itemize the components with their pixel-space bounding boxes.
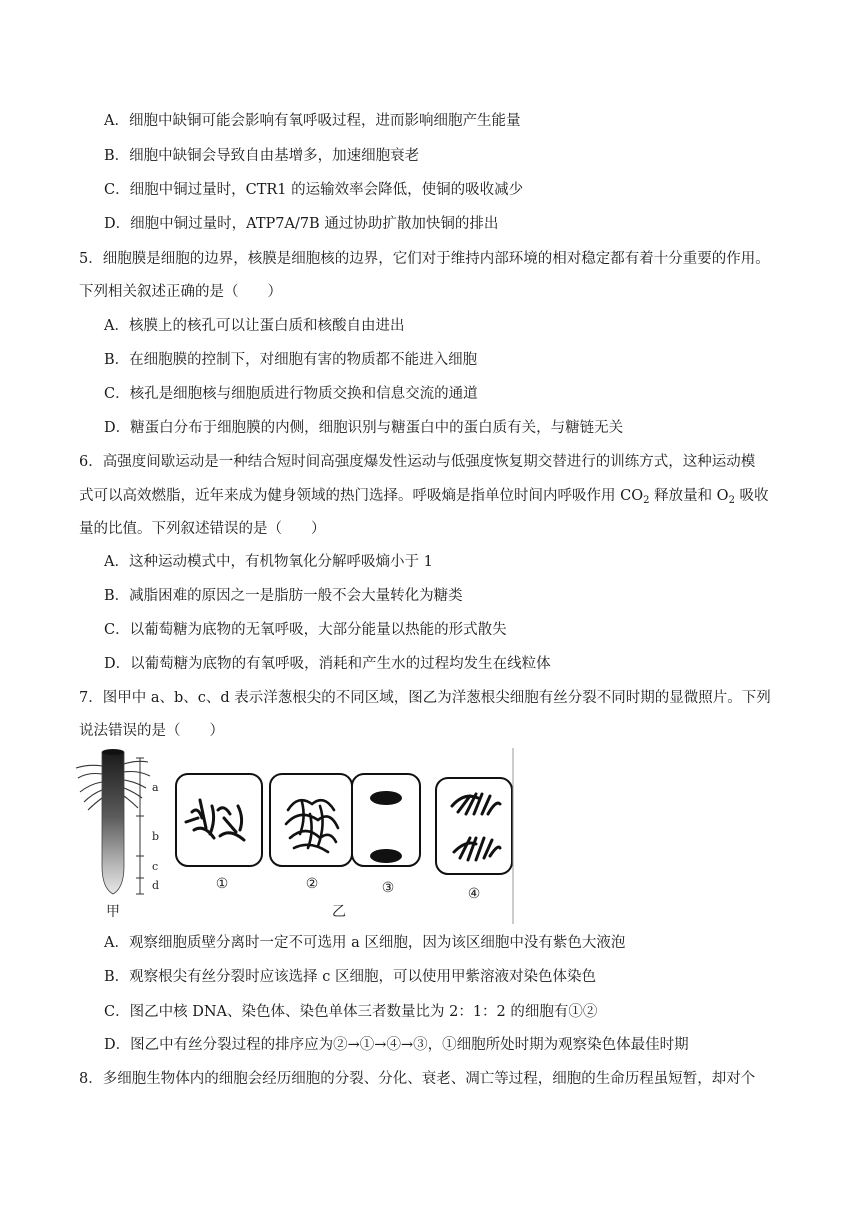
q7-option-a: A．观察细胞质壁分离时一定不可选用 a 区细胞，因为该区细胞中没有紫色大液泡	[104, 935, 626, 951]
root-tip-mitosis-figure	[74, 748, 514, 924]
q6-stem-line3: 量的比值。下列叙述错误的是（ ）	[79, 521, 326, 537]
zone-a-label: a	[152, 781, 159, 794]
zone-scale	[136, 758, 144, 894]
q6-option-b: B．减脂困难的原因之一是脂肪一般不会大量转化为糖类	[104, 588, 463, 604]
q7-option-b: B．观察根尖有丝分裂时应该选择 c 区细胞，可以使用甲紫溶液对染色体染色	[104, 969, 596, 985]
cell-1-label: ①	[215, 876, 229, 892]
figure-label-yi: 乙	[332, 904, 346, 920]
q5-stem-line1: 5．细胞膜是细胞的边界，核膜是细胞核的边界，它们对于维持内部环境的相对稳定都有着十分重要的作用。	[79, 251, 770, 267]
figure-drawing	[74, 748, 514, 924]
q4-option-a: A．细胞中缺铜可能会影响有氧呼吸过程，进而影响细胞产生能量	[104, 113, 521, 129]
root-top	[102, 749, 124, 755]
zone-c-label: c	[152, 860, 159, 873]
q6-option-d: D．以葡萄糖为底物的有氧呼吸，消耗和产生水的过程均发生在线粒体	[104, 656, 551, 672]
q5-option-b: B．在细胞膜的控制下，对细胞有害的物质都不能进入细胞	[104, 352, 478, 368]
q4-option-d: D．细胞中铜过量时，ATP7A/7B 通过协助扩散加快铜的排出	[104, 216, 499, 232]
zone-b-label: b	[152, 830, 160, 843]
figure-label-jia: 甲	[106, 904, 120, 920]
q4-option-c: C．细胞中铜过量时，CTR1 的运输效率会降低，使铜的吸收减少	[104, 182, 524, 198]
zone-d-label: d	[152, 879, 160, 892]
q6-stem-line1: 6．高强度间歇运动是一种结合短时间高强度爆发性运动与低强度恢复期交替进行的训练方式，这种运动模	[79, 454, 756, 470]
cell-2-label: ②	[305, 876, 319, 892]
cell-3-bottom-cluster	[370, 849, 402, 863]
cell-3-top-cluster	[370, 791, 402, 805]
q5-option-d: D．糖蛋白分布于细胞膜的内侧，细胞识别与糖蛋白中的蛋白质有关，与糖链无关	[104, 420, 624, 436]
q8-stem-line1: 8．多细胞生物体内的细胞会经历细胞的分裂、分化、衰老、凋亡等过程，细胞的生命历程虽短暂，却对个	[79, 1071, 756, 1087]
q4-option-b: B．细胞中缺铜会导致自由基增多，加速细胞衰老	[104, 148, 420, 164]
cell-4-label: ④	[467, 886, 481, 902]
cell-4-frame	[436, 778, 512, 874]
q5-option-a: A．核膜上的核孔可以让蛋白质和核酸自由进出	[104, 318, 405, 334]
q6-option-c: C．以葡萄糖为底物的无氧呼吸，大部分能量以热能的形式散失	[104, 622, 507, 638]
q6-option-a: A．这种运动模式中，有机物氧化分解呼吸熵小于 1	[104, 554, 433, 570]
root-tip	[102, 752, 124, 894]
q6-stem-line2: 式可以高效燃脂，近年来成为健身领域的热门选择。呼吸熵是指单位时间内呼吸作用 $CO_2$ 释放量和 $O_2$ 吸收	[79, 488, 769, 506]
q7-stem-line1: 7．图甲中 a、b、c、d 表示洋葱根尖的不同区域，图乙为洋葱根尖细胞有丝分裂不同时期的显微照片。下列	[79, 690, 771, 706]
q7-stem-line2: 说法错误的是（ ）	[79, 723, 224, 739]
q5-option-c: C．核孔是细胞核与细胞质进行物质交换和信息交流的通道	[104, 386, 478, 402]
q7-option-c: C．图乙中核 DNA、染色体、染色单体三者数量比为 2：1：2 的细胞有①②	[104, 1004, 598, 1020]
q7-option-d: D．图乙中有丝分裂过程的排序应为②→①→④→③，①细胞所处时期为观察染色体最佳时期	[104, 1037, 689, 1053]
cell-3-label: ③	[381, 880, 395, 896]
q5-stem-line2: 下列相关叙述正确的是（ ）	[79, 284, 282, 300]
